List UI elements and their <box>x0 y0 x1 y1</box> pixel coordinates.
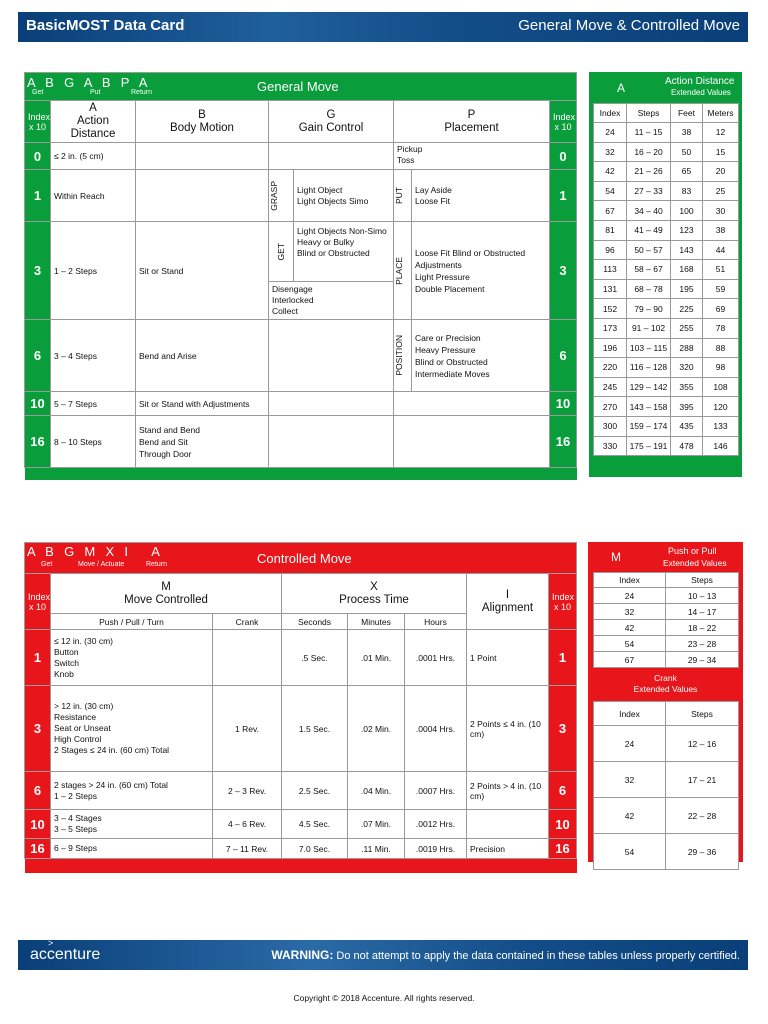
cell-push: ≤ 12 in. (30 cm) Button Switch Knob <box>51 630 213 686</box>
table-cell: 21 – 26 <box>627 162 671 182</box>
table-row <box>594 834 739 870</box>
table-cell: 54 <box>594 636 666 652</box>
cell-sec: 7.0 Sec. <box>282 839 348 859</box>
table-cell: 51 <box>703 260 739 280</box>
row-index: 6 <box>550 320 577 392</box>
table-cell: 478 <box>671 436 703 456</box>
col-g-header: G Gain Control <box>269 101 394 143</box>
table-row <box>594 201 739 221</box>
subheader-seconds: Seconds <box>282 614 348 630</box>
push-pull-letter: M <box>611 550 621 564</box>
table-cell: 96 <box>594 240 627 260</box>
push-pull-subtitle: Extended Values <box>663 558 727 568</box>
cell-a: Within Reach <box>51 170 136 222</box>
table-cell: 14 – 17 <box>666 604 739 620</box>
table-cell: 175 – 191 <box>627 436 671 456</box>
table-cell: 29 – 36 <box>666 834 739 870</box>
table-cell: 79 – 90 <box>627 299 671 319</box>
cell-sec: 4.5 Sec. <box>282 810 348 839</box>
index-header-left: Index x 10 <box>25 101 51 143</box>
general-move-bottom-bar <box>25 468 577 480</box>
sub-move: Move / Actuate <box>78 561 125 568</box>
subheader-minutes: Minutes <box>348 614 405 630</box>
subheader-push: Push / Pull / Turn <box>51 614 213 630</box>
table-cell: 38 <box>671 123 703 143</box>
col-a-header: A Action Distance <box>51 101 136 143</box>
table-cell: 98 <box>703 358 739 378</box>
cell-g <box>269 416 394 468</box>
table-cell: 20 <box>703 162 739 182</box>
table-row <box>594 377 739 397</box>
table-cell: 16 – 20 <box>627 142 671 162</box>
cell-min: .07 Min. <box>348 810 405 839</box>
row-index: 3 <box>549 686 577 772</box>
row-index: 10 <box>25 810 51 839</box>
table-row <box>594 416 739 436</box>
table-cell: 435 <box>671 416 703 436</box>
table-cell: 24 <box>594 123 627 143</box>
place-label-cell <box>394 222 412 320</box>
row-index: 6 <box>549 772 577 810</box>
table-row <box>25 810 577 839</box>
table-cell: 320 <box>671 358 703 378</box>
table-cell: 116 – 128 <box>627 358 671 378</box>
cell-p: Loose Fit Blind or Obstructed Adjustments Light Pressure Double Placement <box>412 222 550 320</box>
table-cell: 24 <box>594 726 666 762</box>
cell-a: 3 – 4 Steps <box>51 320 136 392</box>
col-m-header: M Move Controlled <box>51 574 282 614</box>
table-cell: 44 <box>703 240 739 260</box>
warning-text: Do not attempt to apply the data contained in these tables unless properly certified. <box>336 950 740 962</box>
table-cell: 133 <box>703 416 739 436</box>
cell-a: 1 – 2 Steps <box>51 222 136 320</box>
card-subtitle: General Move & Controlled Move <box>518 17 740 34</box>
cell-hrs: .0004 Hrs. <box>405 686 467 772</box>
table-row <box>25 392 577 416</box>
table-cell: 300 <box>594 416 627 436</box>
position-label: POSITION <box>394 335 404 376</box>
table-cell: 42 <box>594 620 666 636</box>
table-row <box>25 320 577 392</box>
cell-p: Pickup Toss <box>394 143 550 170</box>
table-cell: 38 <box>703 220 739 240</box>
table-cell: 220 <box>594 358 627 378</box>
table-row <box>594 436 739 456</box>
accenture-logo: > accenture <box>30 938 101 963</box>
cell-align <box>467 810 549 839</box>
cell-b: Bend and Arise <box>136 320 269 392</box>
index-header-left: Index x 10 <box>25 574 51 630</box>
cell-p: Care or Precision Heavy Pressure Blind or Obstructed Intermediate Moves <box>412 320 550 392</box>
table-cell: 100 <box>671 201 703 221</box>
table-cell: 123 <box>671 220 703 240</box>
table-cell: 81 <box>594 220 627 240</box>
controlled-move-bottom-bar <box>25 859 577 873</box>
col-header: Index <box>594 104 627 123</box>
table-row <box>594 397 739 417</box>
col-header: Meters <box>703 104 739 123</box>
table-cell: 12 – 16 <box>666 726 739 762</box>
table-cell: 25 <box>703 181 739 201</box>
controlled-move-letters: A B G M X I A <box>27 544 161 559</box>
table-row <box>594 652 739 668</box>
cell-b: Sit or Stand with Adjustments <box>136 392 269 416</box>
table-row <box>594 181 739 201</box>
sub-return: Return <box>131 88 153 96</box>
sub-return: Return <box>146 561 168 568</box>
table-cell: 34 – 40 <box>627 201 671 221</box>
table-row <box>25 772 577 810</box>
table-cell: 69 <box>703 299 739 319</box>
col-i-header: I Alignment <box>467 574 549 630</box>
cell-g <box>269 143 394 170</box>
cell-push: > 12 in. (30 cm) Resistance Seat or Unseat High Control 2 Stages ≤ 24 in. (60 cm) Total <box>51 686 213 772</box>
table-cell: 54 <box>594 834 666 870</box>
index-header-right: Index x 10 <box>549 574 577 630</box>
cell-crank: 7 – 11 Rev. <box>213 839 282 859</box>
table-row <box>594 726 739 762</box>
cell-p <box>394 416 550 468</box>
table-cell: 67 <box>594 652 666 668</box>
sub-get: Get <box>32 88 44 96</box>
table-cell: 17 – 21 <box>666 762 739 798</box>
col-header: Feet <box>671 104 703 123</box>
row-index: 16 <box>549 839 577 859</box>
push-pull-panel <box>588 542 743 862</box>
cell-align: 1 Point <box>467 630 549 686</box>
table-cell: 245 <box>594 377 627 397</box>
place-label: PLACE <box>394 256 404 285</box>
row-index: 10 <box>25 392 51 416</box>
col-header: Steps <box>627 104 671 123</box>
table-cell: 65 <box>671 162 703 182</box>
index-header-right: Index x 10 <box>550 101 577 143</box>
table-row <box>594 162 739 182</box>
table-cell: 225 <box>671 299 703 319</box>
table-row <box>594 798 739 834</box>
table-cell: 108 <box>703 377 739 397</box>
table-row <box>594 299 739 319</box>
cell-a: ≤ 2 in. (5 cm) <box>51 143 136 170</box>
row-index: 1 <box>25 170 51 222</box>
table-cell: 23 – 28 <box>666 636 739 652</box>
table-cell: 32 <box>594 762 666 798</box>
table-row <box>594 762 739 798</box>
row-index: 16 <box>25 416 51 468</box>
table-cell: 32 <box>594 142 627 162</box>
cell-crank: 4 – 6 Rev. <box>213 810 282 839</box>
table-cell: 255 <box>671 318 703 338</box>
general-move-letters: A B G A B P A <box>27 74 149 90</box>
table-cell: 88 <box>703 338 739 358</box>
table-cell: 58 – 67 <box>627 260 671 280</box>
table-cell: 288 <box>671 338 703 358</box>
table-row <box>594 620 739 636</box>
table-row <box>594 636 739 652</box>
row-index: 1 <box>549 630 577 686</box>
cell-b <box>136 170 269 222</box>
table-cell: 395 <box>671 397 703 417</box>
table-cell: 330 <box>594 436 627 456</box>
table-cell: 42 <box>594 798 666 834</box>
cell-hrs: .0001 Hrs. <box>405 630 467 686</box>
cell-g <box>269 320 394 392</box>
row-index: 6 <box>25 772 51 810</box>
row-index: 10 <box>549 810 577 839</box>
table-cell: 195 <box>671 279 703 299</box>
cell-sec: 1.5 Sec. <box>282 686 348 772</box>
get-extra-items: Disengage Interlocked Collect <box>272 284 314 316</box>
table-row <box>25 839 577 859</box>
table-cell: 143 – 158 <box>627 397 671 417</box>
table-row <box>594 604 739 620</box>
table-cell: 18 – 22 <box>666 620 739 636</box>
table-cell: 68 – 78 <box>627 279 671 299</box>
col-p-header: P Placement <box>394 101 550 143</box>
cell-crank <box>213 630 282 686</box>
cell-align: 2 Points > 4 in. (10 cm) <box>467 772 549 810</box>
table-row <box>594 240 739 260</box>
table-row <box>25 630 577 686</box>
table-cell: 42 <box>594 162 627 182</box>
cell-b: Stand and Bend Bend and Sit Through Door <box>136 416 269 468</box>
table-cell: 120 <box>703 397 739 417</box>
sub-put: Put <box>90 88 101 96</box>
grasp-label-cell <box>269 170 294 222</box>
put-label-cell <box>394 170 412 222</box>
row-index: 3 <box>25 222 51 320</box>
cell-a: 8 – 10 Steps <box>51 416 136 468</box>
table-row <box>594 338 739 358</box>
card-title: BasicMOST Data Card <box>26 17 185 34</box>
position-label-cell <box>394 320 412 392</box>
warning-label: WARNING: <box>271 948 334 962</box>
cell-min: .11 Min. <box>348 839 405 859</box>
controlled-move-table <box>24 542 577 873</box>
table-cell: 270 <box>594 397 627 417</box>
table-cell: 146 <box>703 436 739 456</box>
table-cell: 91 – 102 <box>627 318 671 338</box>
cell-b: Sit or Stand <box>136 222 269 320</box>
table-row <box>594 318 739 338</box>
general-move-title: General Move <box>257 78 339 94</box>
table-cell: 29 – 34 <box>666 652 739 668</box>
table-row <box>594 220 739 240</box>
table-cell: 355 <box>671 377 703 397</box>
cell-p: Lay Aside Loose Fit <box>412 170 550 222</box>
table-row <box>594 588 739 604</box>
warning-banner <box>18 940 748 970</box>
cell-g <box>269 222 394 320</box>
table-cell: 24 <box>594 588 666 604</box>
table-cell: 168 <box>671 260 703 280</box>
table-cell: 22 – 28 <box>666 798 739 834</box>
general-move-table <box>24 72 577 480</box>
action-distance-title: Action Distance <box>665 76 735 87</box>
table-cell: 10 – 13 <box>666 588 739 604</box>
subheader-crank: Crank <box>213 614 282 630</box>
table-row <box>25 222 577 320</box>
cell-hrs: .0019 Hrs. <box>405 839 467 859</box>
cell-align: Precision <box>467 839 549 859</box>
controlled-move-title-bar <box>25 543 577 574</box>
action-distance-letter: A <box>617 81 626 95</box>
table-cell: 196 <box>594 338 627 358</box>
col-x-header: X Process Time <box>282 574 467 614</box>
cell-push: 3 – 4 Stages 3 – 5 Steps <box>51 810 213 839</box>
row-index: 3 <box>550 222 577 320</box>
row-index: 0 <box>550 143 577 170</box>
crank-subtitle: Extended Values <box>633 684 698 694</box>
cell-b <box>136 143 269 170</box>
cell-crank: 1 Rev. <box>213 686 282 772</box>
table-cell: 103 – 115 <box>627 338 671 358</box>
row-index: 6 <box>25 320 51 392</box>
table-cell: 50 <box>671 142 703 162</box>
row-index: 16 <box>25 839 51 859</box>
cell-sec: 2.5 Sec. <box>282 772 348 810</box>
action-distance-table <box>593 103 739 456</box>
table-cell: 54 <box>594 181 627 201</box>
table-cell: 159 – 174 <box>627 416 671 436</box>
cell-push: 2 stages > 24 in. (60 cm) Total 1 – 2 Steps <box>51 772 213 810</box>
table-cell: 67 <box>594 201 627 221</box>
table-row <box>25 143 577 170</box>
col-header: Index <box>594 573 666 588</box>
get-items: Light Objects Non-Simo Heavy or Bulky Blind or Obstructed <box>297 226 387 258</box>
cell-sec: .5 Sec. <box>282 630 348 686</box>
cell-a: 5 – 7 Steps <box>51 392 136 416</box>
controlled-move-title: Controlled Move <box>257 551 352 566</box>
row-index: 0 <box>25 143 51 170</box>
col-header: Steps <box>666 702 739 726</box>
cell-hrs: .0007 Hrs. <box>405 772 467 810</box>
cell-min: .04 Min. <box>348 772 405 810</box>
cell-min: .02 Min. <box>348 686 405 772</box>
table-cell: 129 – 142 <box>627 377 671 397</box>
cell-hrs: .0012 Hrs. <box>405 810 467 839</box>
cell-g <box>269 392 394 416</box>
grasp-label: GRASP <box>269 180 279 211</box>
table-cell: 50 – 57 <box>627 240 671 260</box>
table-cell: 152 <box>594 299 627 319</box>
table-cell: 15 <box>703 142 739 162</box>
table-cell: 30 <box>703 201 739 221</box>
table-cell: 83 <box>671 181 703 201</box>
cell-crank: 2 – 3 Rev. <box>213 772 282 810</box>
row-index: 16 <box>550 416 577 468</box>
table-cell: 11 – 15 <box>627 123 671 143</box>
table-cell: 173 <box>594 318 627 338</box>
action-distance-subtitle: Extended Values <box>671 88 731 97</box>
subheader-hours: Hours <box>405 614 467 630</box>
cell-p <box>394 392 550 416</box>
table-cell: 27 – 33 <box>627 181 671 201</box>
crank-table <box>593 701 739 870</box>
crank-header <box>593 668 738 701</box>
general-move-title-bar <box>25 73 577 101</box>
table-row <box>594 260 739 280</box>
get-label: GET <box>276 242 286 261</box>
table-cell: 113 <box>594 260 627 280</box>
cell-align: 2 Points ≤ 4 in. (10 cm) <box>467 686 549 772</box>
col-header: Index <box>594 702 666 726</box>
row-index: 10 <box>550 392 577 416</box>
table-row <box>25 170 577 222</box>
row-index: 1 <box>550 170 577 222</box>
table-cell: 41 – 49 <box>627 220 671 240</box>
table-cell: 143 <box>671 240 703 260</box>
table-row <box>25 686 577 772</box>
table-row <box>594 279 739 299</box>
row-index: 3 <box>25 686 51 772</box>
table-row <box>594 123 739 143</box>
table-cell: 78 <box>703 318 739 338</box>
table-cell: 131 <box>594 279 627 299</box>
action-distance-panel <box>589 72 742 477</box>
put-label: PUT <box>394 187 404 204</box>
row-index: 1 <box>25 630 51 686</box>
table-row <box>594 142 739 162</box>
sub-get: Get <box>41 561 53 568</box>
table-cell: 12 <box>703 123 739 143</box>
push-pull-title: Push or Pull <box>668 546 717 556</box>
cell-g: Light Object Light Objects Simo <box>294 170 394 222</box>
cell-min: .01 Min. <box>348 630 405 686</box>
table-cell: 59 <box>703 279 739 299</box>
push-pull-table <box>593 572 739 668</box>
table-row <box>25 416 577 468</box>
header-banner <box>18 12 748 42</box>
col-b-header: B Body Motion <box>136 101 269 143</box>
cell-push: 6 – 9 Steps <box>51 839 213 859</box>
copyright: Copyright © 2018 Accenture. All rights reserved. <box>293 993 475 1003</box>
warning-message <box>271 948 740 962</box>
table-cell: 32 <box>594 604 666 620</box>
col-header: Steps <box>666 573 739 588</box>
crank-title: Crank <box>654 673 677 683</box>
table-row <box>594 358 739 378</box>
